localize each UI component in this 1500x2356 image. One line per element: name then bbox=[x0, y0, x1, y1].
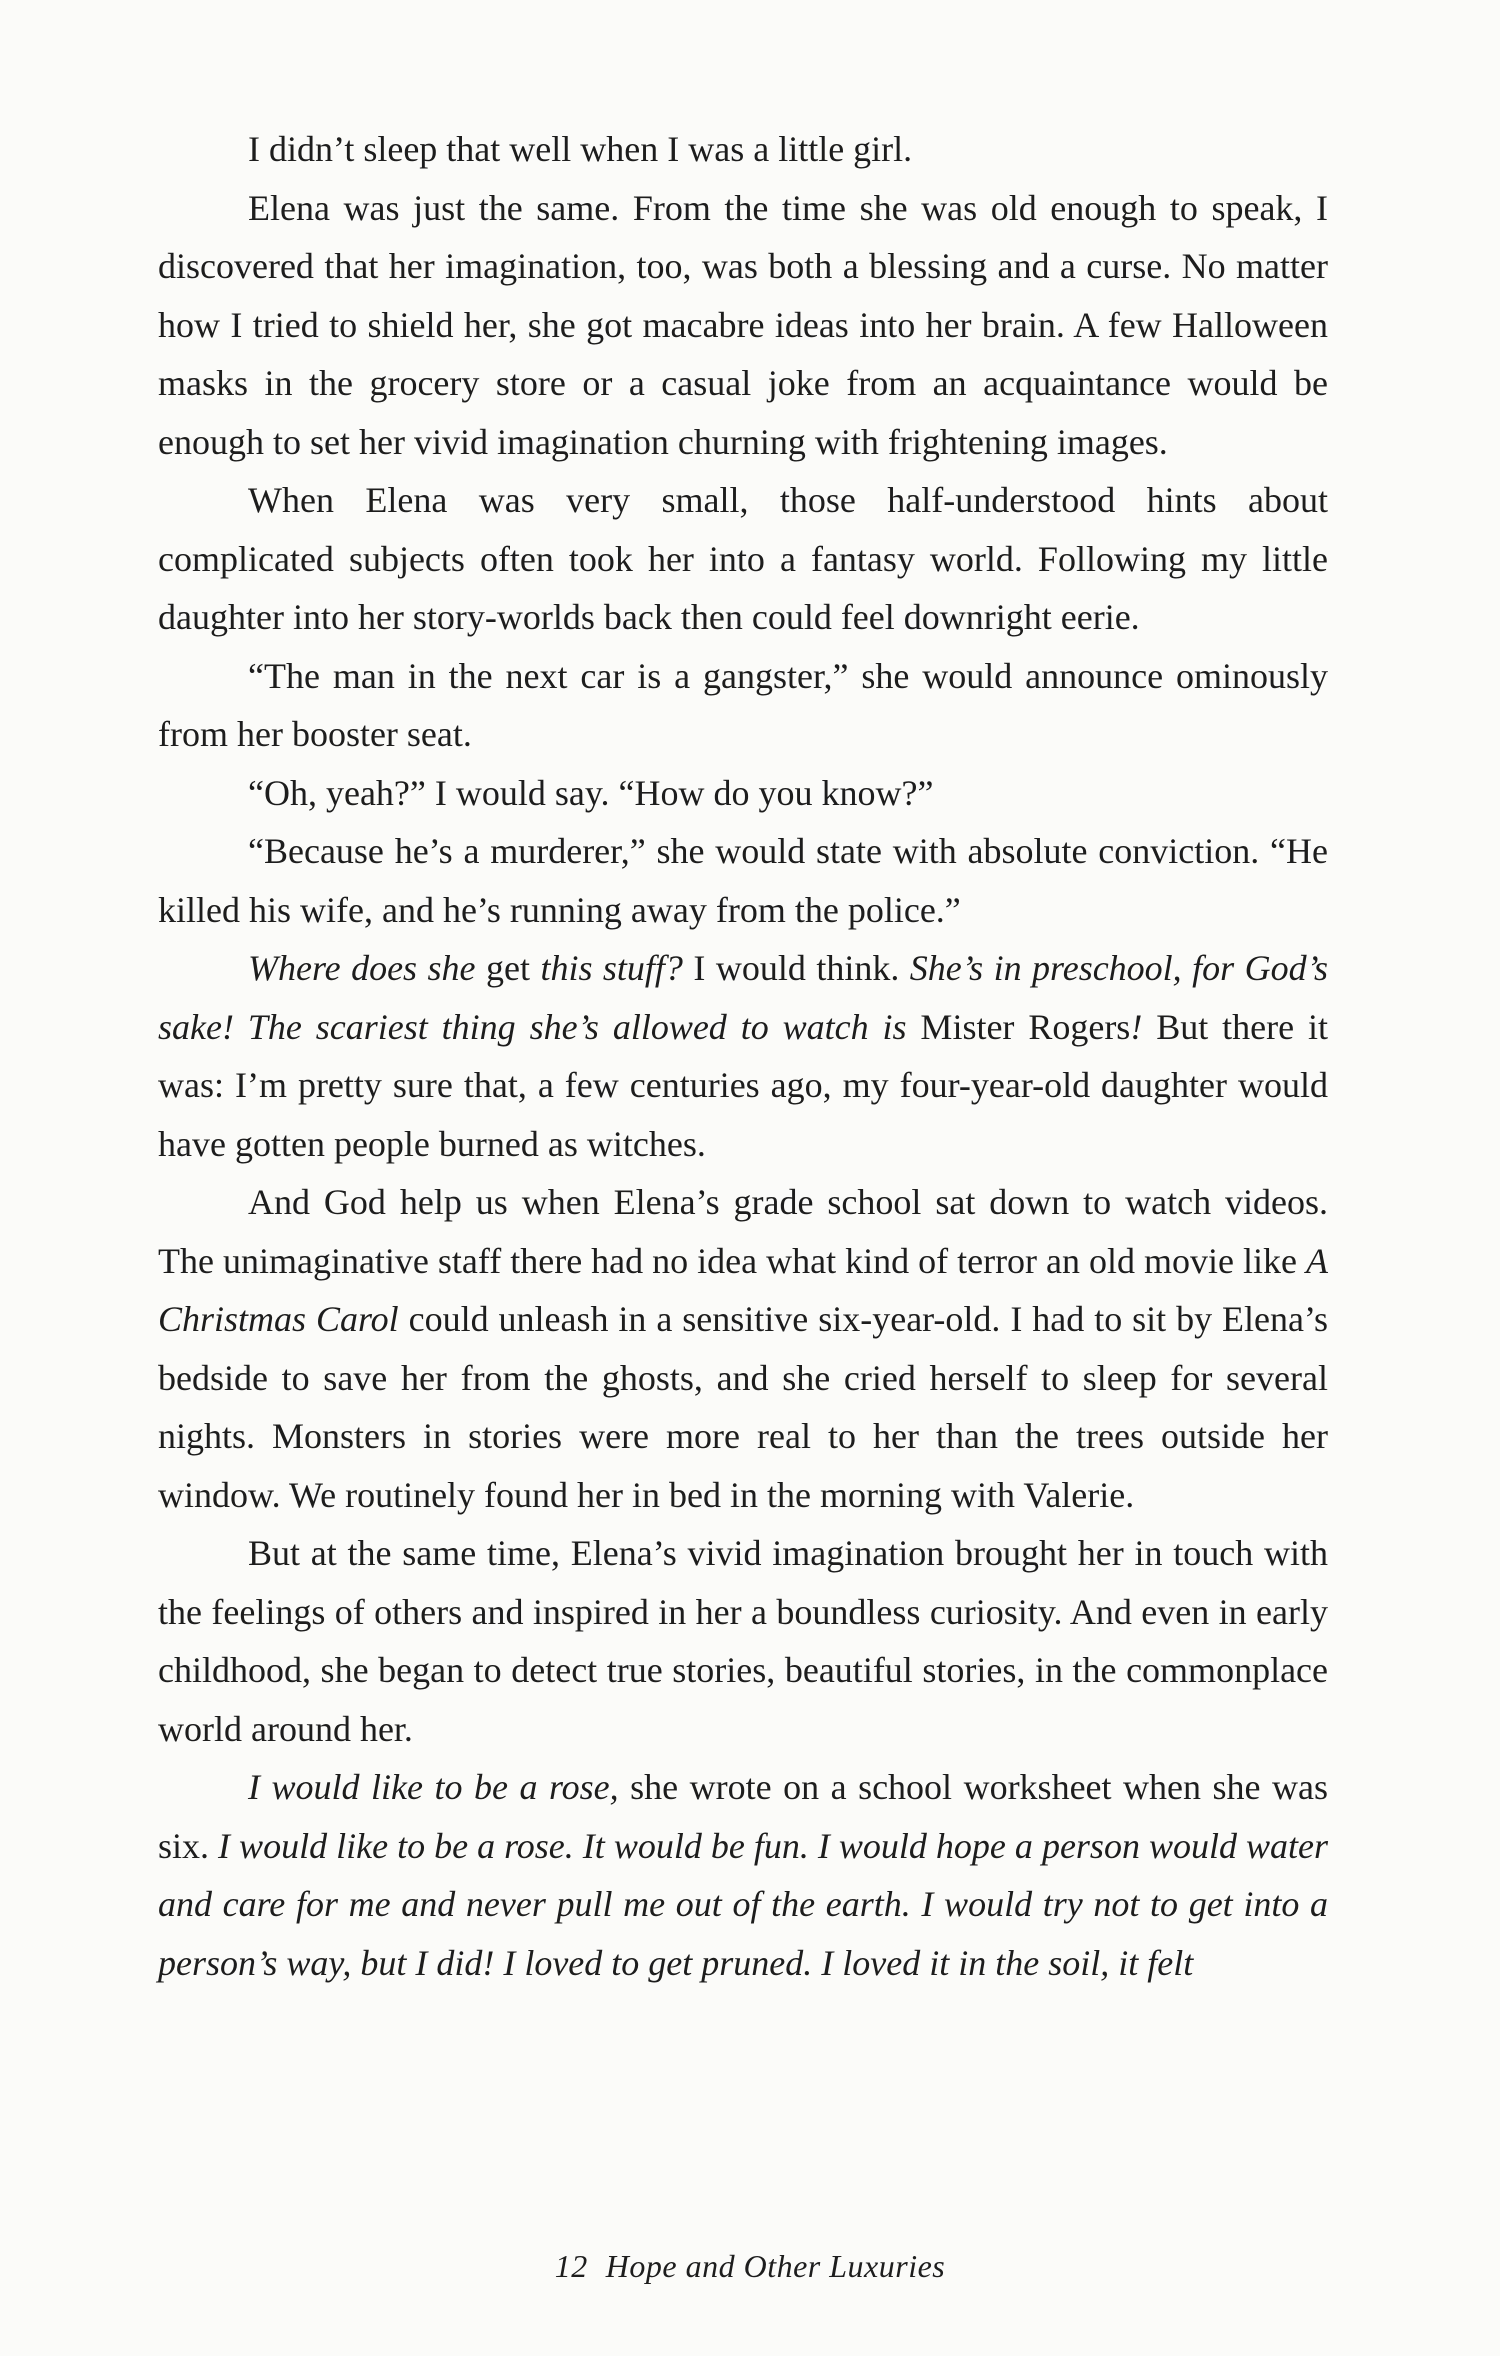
paragraph-10-italic-2: I would like to be a rose. It would be fun. I would hope a person would water and care for me and never pull me out of the earth. I would try not to get into a person’s way, but I did! I loved to get pruned. I loved it in the soil, it felt bbox=[158, 1825, 1328, 1983]
paragraph-6 bbox=[158, 822, 1328, 939]
paragraph-7-roman-3: But there it was: I’m pretty sure that, a few centuries ago, my four-year-old daughter would have gotten people burned as witches. bbox=[158, 1006, 1329, 1164]
paragraph-7-roman-1: get bbox=[475, 948, 541, 988]
paragraph-5-text: “Oh, yeah?” I would say. “How do you know?” bbox=[248, 772, 934, 813]
paragraph-9-text: But at the same time, Elena’s vivid imagination brought her in touch with the feelings of others and inspired in her a boundless curiosity. And even in early childhood, she began to detect true stories, beautiful stories, in the commonplace world around her. bbox=[158, 1533, 1328, 1749]
paragraph-7 bbox=[158, 939, 1328, 1173]
paragraph-7-italic-3: She’s in preschool, for God’s sake! The scariest thing she’s allowed to watch is bbox=[158, 948, 1328, 1047]
paragraph-10-roman-1: she wrote on a school worksheet when she was six. bbox=[158, 1767, 1328, 1866]
paragraph-10 bbox=[158, 1758, 1328, 1992]
paragraph-8-roman-2: could unleash in a sensitive six-year-old. I had to sit by Elena’s bedside to save her from the ghosts, and she cried herself to sleep for several nights. Monsters in stories were more real to her than the trees outside her window. We routinely found her in bed in the morning with Valerie. bbox=[158, 1299, 1328, 1515]
paragraph-1 bbox=[158, 120, 1328, 179]
paragraph-9 bbox=[158, 1524, 1328, 1758]
paragraph-2 bbox=[158, 179, 1328, 472]
paragraph-4-text: “The man in the next car is a gangster,” she would announce ominously from her booster seat. bbox=[158, 655, 1328, 754]
page-number: 12 bbox=[554, 2248, 588, 2284]
paragraph-10-italic-1: I would like to be a rose, bbox=[248, 1767, 619, 1807]
paragraph-2-text: Elena was just the same. From the time she was old enough to speak, I discovered that her imagination, too, was both a blessing and a curse. No matter how I tried to shield her, she got macabre ideas into her brain. A few Halloween masks in the grocery store or a casual joke from an acquaintance would be enough to set her vivid imagination churning with frightening images. bbox=[158, 187, 1328, 462]
paragraph-3 bbox=[158, 471, 1328, 647]
paragraph-1-text: I didn’t sleep that well when I was a little girl. bbox=[248, 129, 913, 169]
paragraph-8-movie-title: A Christmas Carol bbox=[158, 1240, 1328, 1339]
paragraph-6-text: “Because he’s a murderer,” she would state with absolute conviction. “He killed his wife, and he’s running away from the police.” bbox=[158, 831, 1328, 930]
body-text bbox=[158, 120, 1328, 1992]
page-footer bbox=[0, 2248, 1500, 2285]
running-title: Hope and Other Luxuries bbox=[605, 2248, 946, 2284]
paragraph-4 bbox=[158, 647, 1328, 764]
paragraph-8 bbox=[158, 1173, 1328, 1524]
paragraph-7-show-title: Mister Rogers bbox=[906, 1006, 1131, 1047]
paragraph-5 bbox=[158, 764, 1328, 823]
paragraph-7-italic-4: ! bbox=[1130, 1006, 1143, 1047]
paragraph-8-roman-1: And God help us when Elena’s grade school sat down to watch videos. The unimaginative staff there had no idea what kind of terror an old movie like bbox=[158, 1182, 1328, 1281]
paragraph-7-roman-2: I would think. bbox=[682, 948, 910, 988]
paragraph-3-text: When Elena was very small, those half-understood hints about complicated subjects often took her into a fantasy world. Following my little daughter into her story-worlds back then could feel downright eerie. bbox=[158, 480, 1328, 637]
paragraph-7-italic-2: this stuff? bbox=[540, 948, 683, 988]
paragraph-7-italic-1: Where does she bbox=[248, 948, 476, 988]
